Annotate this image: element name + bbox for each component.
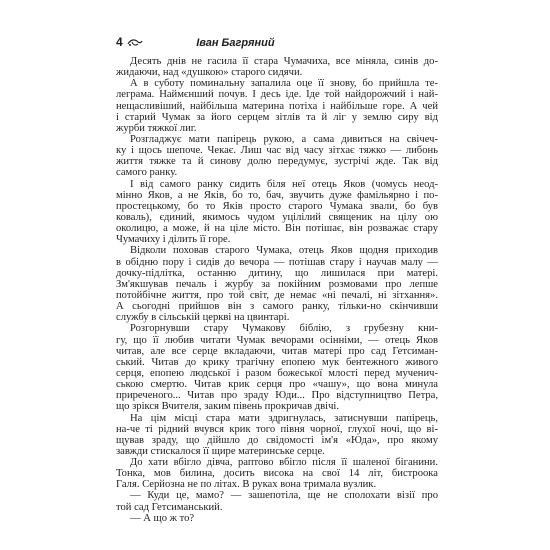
text-line: ку і щось шепоче. Чекає. Лиш час від часу зітхає тяжко — либонь — [116, 145, 438, 157]
running-head — [116, 34, 275, 50]
text-line: А в суботу поминальну запалила оце її знову, бо прийшла те- — [130, 78, 438, 90]
text-line: Десять днів не гасила її стара Чумачиха, все міняла, синів до- — [130, 56, 438, 67]
text-line: що зрікся Вчителя, заким півень прокричав двічі. — [116, 401, 339, 413]
text-line: потойбічне життя, про той світ, де немає «ні печалі, ні зітхання». — [116, 289, 438, 301]
text-line: Розгорнувши стару Чумакову біблію, з грубезну кни- — [130, 323, 438, 335]
text-line: ською смертю. Читав крик серця про «чашу», що вона минула — [116, 379, 438, 391]
text-line: нещасливіший, найбільша материна потіха і найбільше горе. А чей — [116, 100, 438, 112]
text-line: щував зраду, що дійшло до свідомості ім'я «Юда», про якому — [116, 434, 438, 446]
text-line: Галя. Серйозна не по літах. В руках вона тримала вузлик. — [116, 479, 377, 491]
text-line: гу, що її любив читати Чумак вечорами осінніми, — отець Яков — [116, 334, 438, 346]
text-line: і старий Чумак за його серцем зітлів та й ліг у землю сиру від — [116, 111, 438, 123]
text-line: — А що ж то? — [130, 512, 195, 524]
text-line: читав, але все серце вкладаючи, читав матері про сад Гетсиман- — [116, 345, 438, 357]
text-line: І від самого ранку сидить біля неї отець Яков (чомусь неод- — [130, 178, 438, 190]
text-line: А сьогодні прийшов він з самого ранку, тільки-но скінчивши — [116, 301, 438, 313]
text-line: Зм'якшував печаль і журбу за покійним розмовами про лепше — [116, 278, 438, 290]
text-line: коваль), єдиний, якимось чудом уцілілий священик на цілу ою — [116, 211, 438, 223]
book-page — [94, 22, 458, 542]
text-line: на-че ті рідний вчувся крик того півня чорної, глухої ночі, що ві- — [116, 423, 438, 435]
text-line: життя тяжке та й синову долю передумує, зустрічі жде. Так від — [116, 156, 438, 168]
page-number: 4 — [116, 35, 123, 49]
text-line: Розгладжує мати папірець рукою, а сама дивиться на свічеч- — [130, 133, 438, 145]
text-line: дочку-підлітка, останню дитину, що лишилася при матері. — [116, 267, 438, 279]
text-line: самого ранку. — [116, 167, 178, 179]
text-line: простецькому, бо то Яків просто старого Чумака звали, бо був — [116, 200, 438, 212]
text-line: журби тяжкої лиг. — [116, 122, 197, 134]
text-line: жидаючи, над «душкою» старого сидячи. — [116, 67, 303, 79]
text-line: службу в сільській церкві на цвинтарі. — [116, 312, 290, 324]
text-line: До хати вбігло дівча, раптово вбігло після її шаленої біганини. — [130, 457, 438, 469]
text-line: в обідню пору і сидів до вечора — потішав стару і научав малу — — [116, 256, 438, 268]
leaf-ornament-icon — [127, 37, 143, 53]
text-line: серця, епопею людської і разом божеської млості перед мученич- — [116, 367, 438, 379]
text-line: Відколи поховав старого Чумака, отець Яков щодня приходив — [130, 245, 438, 257]
text-line: той сад Гетсиманський. — [116, 501, 223, 513]
text-line: околицю, а може, й на ціле місто. Він потішає, він розважає стару — [116, 223, 438, 235]
text-line: приреченого... Читав про зраду Юди... Про відступництво Петра, — [116, 390, 438, 402]
text-line: Чумачиху і ділить її горе. — [116, 234, 231, 246]
text-line: Тонка, мов билина, досить висока на свої 14 літ, бистроока — [116, 468, 438, 480]
text-line: На цім місці стара мати здригнулась, затиснувши папірець, — [130, 412, 438, 424]
author-name: Іван Багряний — [196, 37, 275, 49]
text-line: леграма. Наймєнший почув. І десь іде. Іде той найдорожчий і най- — [116, 89, 438, 101]
text-line: — Куди це, мамо? — зашепотіла, ще не сполохати візії про — [130, 490, 438, 502]
text-line: мінно Яков, а не Яків, бо то, бач, звучить дуже фамільярно і по- — [116, 189, 438, 201]
text-line: завжди стискалося її щире материнське серце. — [116, 445, 325, 457]
body-text — [116, 56, 438, 524]
text-line: ський. Читав до крику трагічну епопею мук бентежного живого — [116, 356, 438, 368]
